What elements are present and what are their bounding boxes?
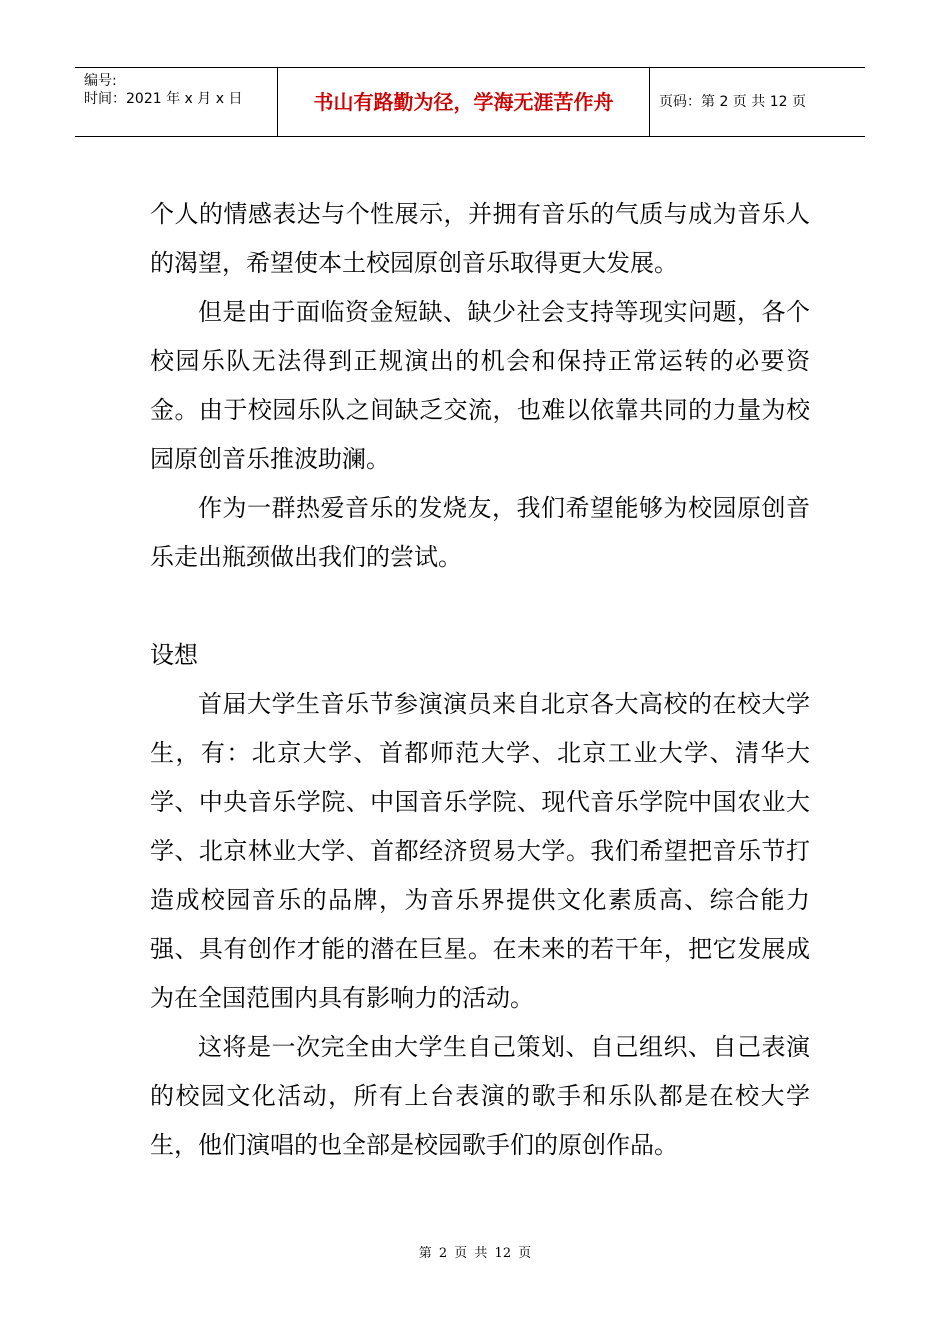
- document-date: 时间：2021 年 x 月 x 日: [84, 91, 243, 107]
- section-paragraph-2: 这将是一次完全由大学生自己策划、自己组织、自己表演的校园文化活动，所有上台表演的歌手和乐队都是在校大学生，他们演唱的也全部是校园歌手们的原创作品。: [150, 1033, 810, 1159]
- body-paragraph-2: 但是由于面临资金短缺、缺少社会支持等现实问题，各个校园乐队无法得到正规演出的机会和保持正常运转的必要资金。由于校园乐队之间缺乏交流，也难以依靠共同的力量为校园原创音乐推波助澜。: [150, 298, 810, 473]
- body-paragraph-1: 个人的情感表达与个性展示，并拥有音乐的气质与成为音乐人的渴望，希望使本土校园原创音乐取得更大发展。: [150, 200, 810, 277]
- body-paragraph-3: 作为一群热爱音乐的发烧友，我们希望能够为校园原创音乐走出瓶颈做出我们的尝试。: [150, 494, 810, 571]
- document-body: [150, 190, 810, 1170]
- paragraph-spacer: [150, 582, 810, 631]
- header-meta-cell: [75, 68, 277, 136]
- header-page-info: 页码：第 2 页 共 12 页: [659, 94, 806, 110]
- section-heading: 设想: [150, 641, 198, 669]
- header-motto: 书山有路勤为径，学海无涯苦作舟: [277, 68, 650, 136]
- page-header: [75, 67, 865, 137]
- page-footer: 第 2 页 共 12 页: [418, 1246, 532, 1261]
- document-number-label: 编号:: [84, 73, 117, 89]
- section-paragraph-1: 首届大学生音乐节参演演员来自北京各大高校的在校大学生，有：北京大学、首都师范大学、北京工业大学、清华大学、中央音乐学院、中国音乐学院、现代音乐学院中国农业大学、北京林业大学、首都经济贸易大学。我们希望把音乐节打造成校园音乐的品牌，为音乐界提供文化素质高、综合能力强、具有创作才能的潜在巨星。在未来的若干年，把它发展成为在全国范围内具有影响力的活动。: [150, 690, 810, 1012]
